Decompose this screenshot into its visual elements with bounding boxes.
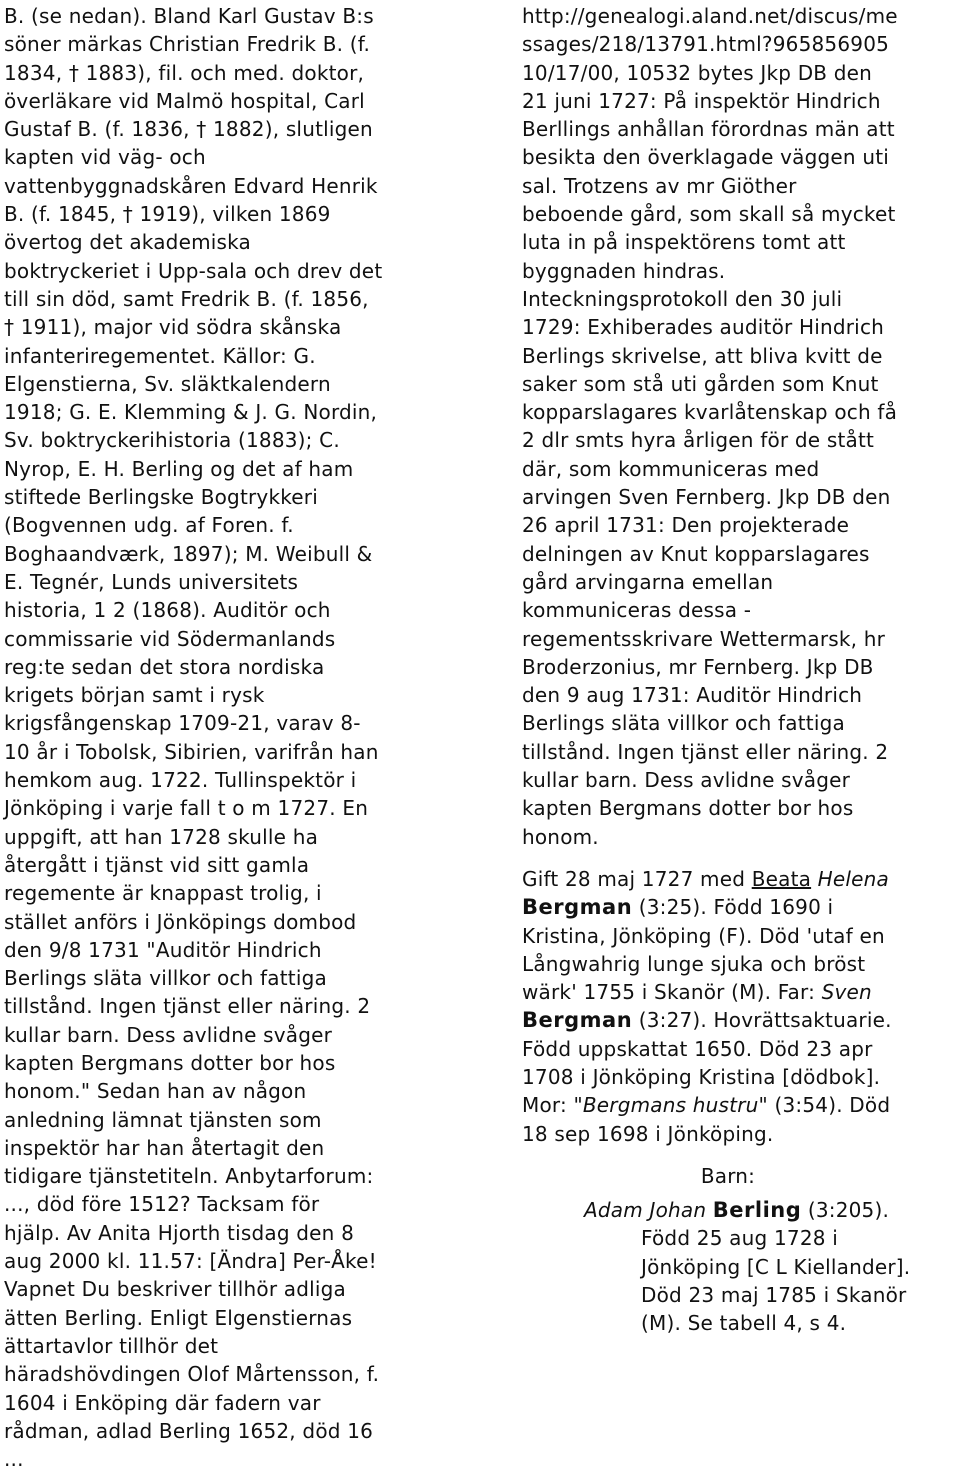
text-line: 1834, † 1883), fil. och med. doktor, <box>4 60 365 85</box>
text-line: ..., död före 1512? Tacksam för <box>4 1192 320 1217</box>
text-line: beboende gård, som skall så mycket <box>522 202 896 227</box>
text-line: anledning lämnat tjänsten som <box>4 1107 322 1132</box>
text-line: 21 juni 1727: På inspektör Hindrich <box>522 88 881 113</box>
marriage-line <box>522 893 958 921</box>
text-line: tidigare tjänstetiteln. Anbytarforum: <box>4 1164 374 1189</box>
text-line: stiftede Berlingske Bogtrykkeri <box>4 485 318 510</box>
text-run: Gift 28 maj 1727 med <box>522 866 752 891</box>
text-line: tillstånd. Ingen tjänst eller näring. 2 <box>4 994 371 1019</box>
marriage-line: 1708 i Jönköping Kristina [dödbok]. <box>522 1064 881 1089</box>
text-line: övertog det akademiska <box>4 230 252 255</box>
text-line: regemente är knappast trolig, i <box>4 881 322 906</box>
text-line: uppgift, att han 1728 skulle ha <box>4 824 319 849</box>
text-line: den 9/8 1731 "Auditör Hindrich <box>4 937 322 962</box>
marriage-line: Långwahrig lunge sjuka och bröst <box>522 951 866 976</box>
marriage-line: 18 sep 1698 i Jönköping. <box>522 1121 774 1146</box>
text-line: Berlings släta villkor och fattiga <box>522 711 845 736</box>
text-line: kopparslagares kvarlåtenskap och få <box>522 400 898 425</box>
spouse-surname: Bergman <box>522 895 633 920</box>
text-line: byggnaden hindras. <box>522 258 726 283</box>
marriage-line <box>522 1006 958 1034</box>
text-line: inspektör har han återtagit den <box>4 1135 325 1160</box>
text-line: kommuniceras dessa - <box>522 598 752 623</box>
text-line: infanteriregementet. Källor: G. <box>4 343 316 368</box>
text-line: Berllings anhållan förordnas män att <box>522 117 895 142</box>
paragraph-gap <box>522 851 958 865</box>
text-line: rådman, adlad Berling 1652, död 16 <box>4 1418 374 1443</box>
spouse-first-name: Beata <box>751 866 812 891</box>
text-line: gård arvingarna emellan <box>522 569 774 594</box>
text-line: honom. <box>522 824 599 849</box>
marriage-line: Född uppskattat 1650. Död 23 apr <box>522 1036 873 1061</box>
text-line: ättartavlor tillhör det <box>4 1333 219 1358</box>
text-line: där, som kommuniceras med <box>522 456 820 481</box>
text-line: ätten Berling. Enligt Elgenstiernas <box>4 1305 353 1330</box>
child-line <box>522 1196 958 1224</box>
text-line: E. Tegnér, Lunds universitets <box>4 569 299 594</box>
text-line: reg:te sedan det stora nordiska <box>4 654 325 679</box>
child-line: (M). Se tabell 4, s 4. <box>641 1311 847 1336</box>
text-line: besikta den överklagade väggen uti <box>522 145 890 170</box>
text-line: till sin död, samt Fredrik B. (f. 1856, <box>4 286 369 311</box>
text-line: delningen av Knut kopparslagares <box>522 541 870 566</box>
text-line: kapten Bergmans dotter bor hos <box>4 1050 336 1075</box>
text-line: Inteckningsprotokoll den 30 juli <box>522 286 843 311</box>
text-line: hjälp. Av Anita Hjorth tisdag den 8 <box>4 1220 355 1245</box>
paragraph-gap <box>522 1148 958 1162</box>
text-line: krigsfångenskap 1709-21, varav 8- <box>4 711 361 736</box>
text-line: hemkom aug. 1722. Tullinspektör i <box>4 768 357 793</box>
text-line: Sv. boktryckerihistoria (1883); C. <box>4 428 340 453</box>
text-line: regementsskrivare Wettermarsk, hr <box>522 626 886 651</box>
text-line: överläkare vid Malmö hospital, Carl <box>4 88 365 113</box>
text-line: kapten Bergmans dotter bor hos <box>522 796 854 821</box>
text-line: krigets början samt i rysk <box>4 683 265 708</box>
text-line: Nyrop, E. H. Berling og det af ham <box>4 456 354 481</box>
text-line: 26 april 1731: Den projekterade <box>522 513 850 538</box>
text-run: (3:205). <box>801 1198 890 1223</box>
marriage-line <box>522 978 958 1006</box>
text-line: saker som stå uti gården som Knut <box>522 371 879 396</box>
text-line: Berlings skrivelse, att bliva kvitt de <box>522 343 883 368</box>
left-column <box>4 2 459 1473</box>
text-line: aug 2000 kl. 11.57: [Ändra] Per-Åke! <box>4 1249 377 1274</box>
child-line: Död 23 maj 1785 i Skanör <box>641 1283 907 1308</box>
father-first-name: Sven <box>821 980 872 1005</box>
marriage-paragraph <box>522 865 958 1148</box>
text-line: Jönköping i varje fall t o m 1727. En <box>4 796 369 821</box>
text-line: Elgenstierna, Sv. släktkalendern <box>4 371 331 396</box>
text-line: luta in på inspektörens tomt att <box>522 230 846 255</box>
text-line: Vapnet Du beskriver tillhör adliga <box>4 1277 347 1302</box>
father-surname: Bergman <box>522 1008 633 1033</box>
text-line: 1729: Exhiberades auditör Hindrich <box>522 315 885 340</box>
text-line: söner märkas Christian Fredrik B. (f. <box>4 32 371 57</box>
text-line: † 1911), major vid södra skånska <box>4 315 342 340</box>
text-run: wärk' 1755 i Skanör (M). Far: <box>522 980 822 1005</box>
text-line: 10 år i Tobolsk, Sibirien, varifrån han <box>4 739 379 764</box>
spouse-middle-name: Helena <box>817 866 889 891</box>
text-line: http://genealogi.aland.net/discus/me <box>522 4 898 28</box>
text-line: vattenbyggnadskåren Edvard Henrik <box>4 173 378 198</box>
text-line: tillstånd. Ingen tjänst eller näring. 2 <box>522 739 889 764</box>
text-line: kullar barn. Dess avlidne svåger <box>4 1022 333 1047</box>
text-line: den 9 aug 1731: Auditör Hindrich <box>522 683 863 708</box>
text-run: (3:25). Född 1690 i <box>632 895 834 920</box>
right-column <box>522 2 958 1338</box>
text-line: boktryckeriet i Upp-sala och drev det <box>4 258 383 283</box>
child-surname: Berling <box>712 1198 802 1223</box>
text-line: återgått i tjänst vid sitt gamla <box>4 852 310 877</box>
text-line: kullar barn. Dess avlidne svåger <box>522 768 851 793</box>
text-line: Berlings släta villkor och fattiga <box>4 966 327 991</box>
text-line: B. (f. 1845, † 1919), vilken 1869 <box>4 202 331 227</box>
text-line: kapten vid väg- och <box>4 145 206 170</box>
mother-name: "Bergmans hustru" <box>573 1093 768 1118</box>
child-entry <box>522 1196 958 1337</box>
text-line: historia, 1 2 (1868). Auditör och <box>4 598 331 623</box>
text-run: Mor: <box>522 1093 574 1118</box>
text-line: Boghaandværk, 1897); M. Weibull & <box>4 541 373 566</box>
text-line: B. (se nedan). Bland Karl Gustav B:s <box>4 4 374 28</box>
text-line: Gustaf B. (f. 1836, † 1882), slutligen <box>4 117 373 142</box>
marriage-line <box>522 865 958 893</box>
text-run: (3:54). Död <box>767 1093 891 1118</box>
text-line: 2 dlr smts hyra årligen för de stått <box>522 428 875 453</box>
child-line: Jönköping [C L Kiellander]. <box>641 1254 911 1279</box>
text-line: 10/17/00, 10532 bytes Jkp DB den <box>522 60 873 85</box>
text-line: 1604 i Enköping där fadern var <box>4 1390 321 1415</box>
text-line: commissarie vid Södermanlands <box>4 626 336 651</box>
text-line: ssages/218/13791.html?965856905 <box>522 32 890 57</box>
child-given-names: Adam Johan <box>584 1198 707 1223</box>
marriage-line <box>522 1091 958 1119</box>
text-line: (Bogvennen udg. af Foren. f. <box>4 513 294 538</box>
text-line: Broderzonius, mr Fernberg. Jkp DB <box>522 654 874 679</box>
child-line: Född 25 aug 1728 i <box>641 1226 838 1251</box>
text-run: (3:27). Hovrättsaktuarie. <box>632 1008 892 1033</box>
text-line: häradshövdingen Olof Mårtensson, f. <box>4 1362 380 1387</box>
text-line: 1918; G. E. Klemming & J. G. Nordin, <box>4 400 378 425</box>
text-line: stället anförs i Jönköpings dombod <box>4 909 357 934</box>
text-line: honom." Sedan han av någon <box>4 1079 307 1104</box>
right-column-text <box>522 2 958 851</box>
text-line: sal. Trotzens av mr Giöther <box>522 173 797 198</box>
children-heading: Barn: <box>700 1163 756 1188</box>
marriage-line: Kristina, Jönköping (F). Död 'utaf en <box>522 923 885 948</box>
text-line: ... <box>4 1447 24 1472</box>
text-line: arvingen Sven Fernberg. Jkp DB den <box>522 485 891 510</box>
